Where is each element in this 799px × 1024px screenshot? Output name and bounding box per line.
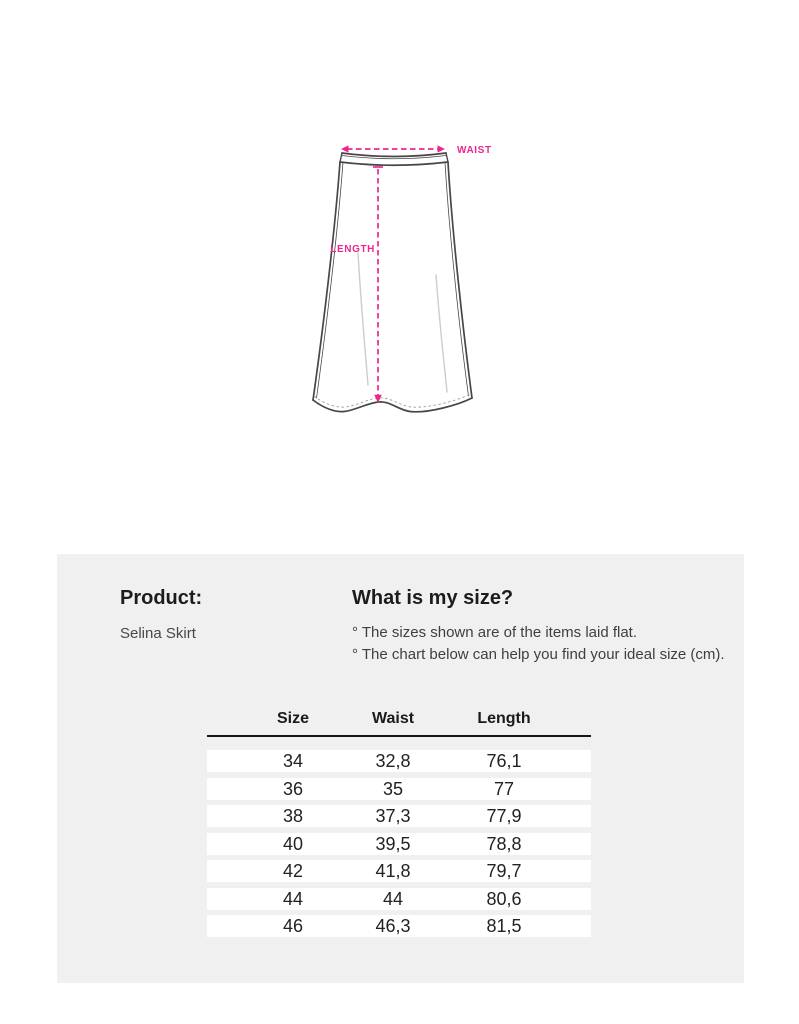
skirt-drawing	[298, 135, 498, 420]
size-cell: 46	[282, 916, 304, 936]
waist-label: WAIST	[457, 145, 492, 156]
size-note: ° The sizes shown are of the items laid flat.	[352, 624, 638, 641]
waist-cell: 32,8	[375, 751, 411, 771]
length-cell: 77,9	[486, 806, 522, 826]
table-row	[207, 750, 591, 772]
size-help-notes	[352, 622, 725, 666]
skirt-fold-lines	[358, 253, 447, 392]
table-row	[207, 805, 591, 827]
table-row	[207, 915, 591, 937]
size-table-body	[207, 750, 591, 937]
waist-measure-arrow	[341, 145, 445, 152]
product-block	[120, 586, 202, 644]
size-note: ° The chart below can help you find your ideal size (cm).	[352, 646, 725, 663]
length-cell: 78,8	[486, 833, 522, 854]
waist-cell: 41,8	[375, 861, 411, 881]
column-header-waist: Waist	[371, 710, 415, 727]
length-cell: 77	[493, 778, 515, 799]
size-table	[207, 700, 591, 943]
skirt-illustration	[298, 135, 498, 420]
waist-cell: 37,3	[375, 806, 411, 826]
waist-cell: 39,5	[375, 833, 411, 854]
waist-cell: 35	[382, 778, 404, 799]
size-cell: 34	[282, 751, 304, 771]
length-cell: 79,7	[486, 861, 522, 881]
table-row	[207, 888, 591, 910]
size-cell: 36	[282, 778, 304, 799]
size-cell: 42	[282, 861, 304, 881]
length-cell: 80,6	[486, 888, 522, 909]
size-cell: 44	[282, 888, 304, 909]
waist-cell: 44	[382, 888, 404, 909]
length-measure-arrow	[373, 167, 383, 403]
size-cell: 40	[282, 833, 304, 854]
size-cell: 38	[282, 806, 304, 826]
column-header-size: Size	[276, 710, 310, 727]
table-row	[207, 860, 591, 882]
size-guide-panel	[57, 554, 744, 983]
length-cell: 81,5	[486, 916, 522, 936]
length-label: LENGTH	[330, 244, 375, 255]
column-header-length: Length	[477, 710, 531, 727]
size-help-heading: What is my size?	[352, 587, 514, 609]
skirt-waistband	[340, 153, 448, 165]
skirt-side-seams	[313, 162, 472, 400]
size-table-header	[207, 700, 591, 737]
product-name: Selina Skirt	[120, 625, 196, 642]
table-row	[207, 778, 591, 800]
waist-cell: 46,3	[375, 916, 411, 936]
length-cell: 76,1	[486, 751, 522, 771]
size-help-block	[352, 586, 725, 666]
skirt-hem	[313, 398, 472, 412]
table-row	[207, 833, 591, 855]
product-heading: Product:	[120, 587, 203, 609]
